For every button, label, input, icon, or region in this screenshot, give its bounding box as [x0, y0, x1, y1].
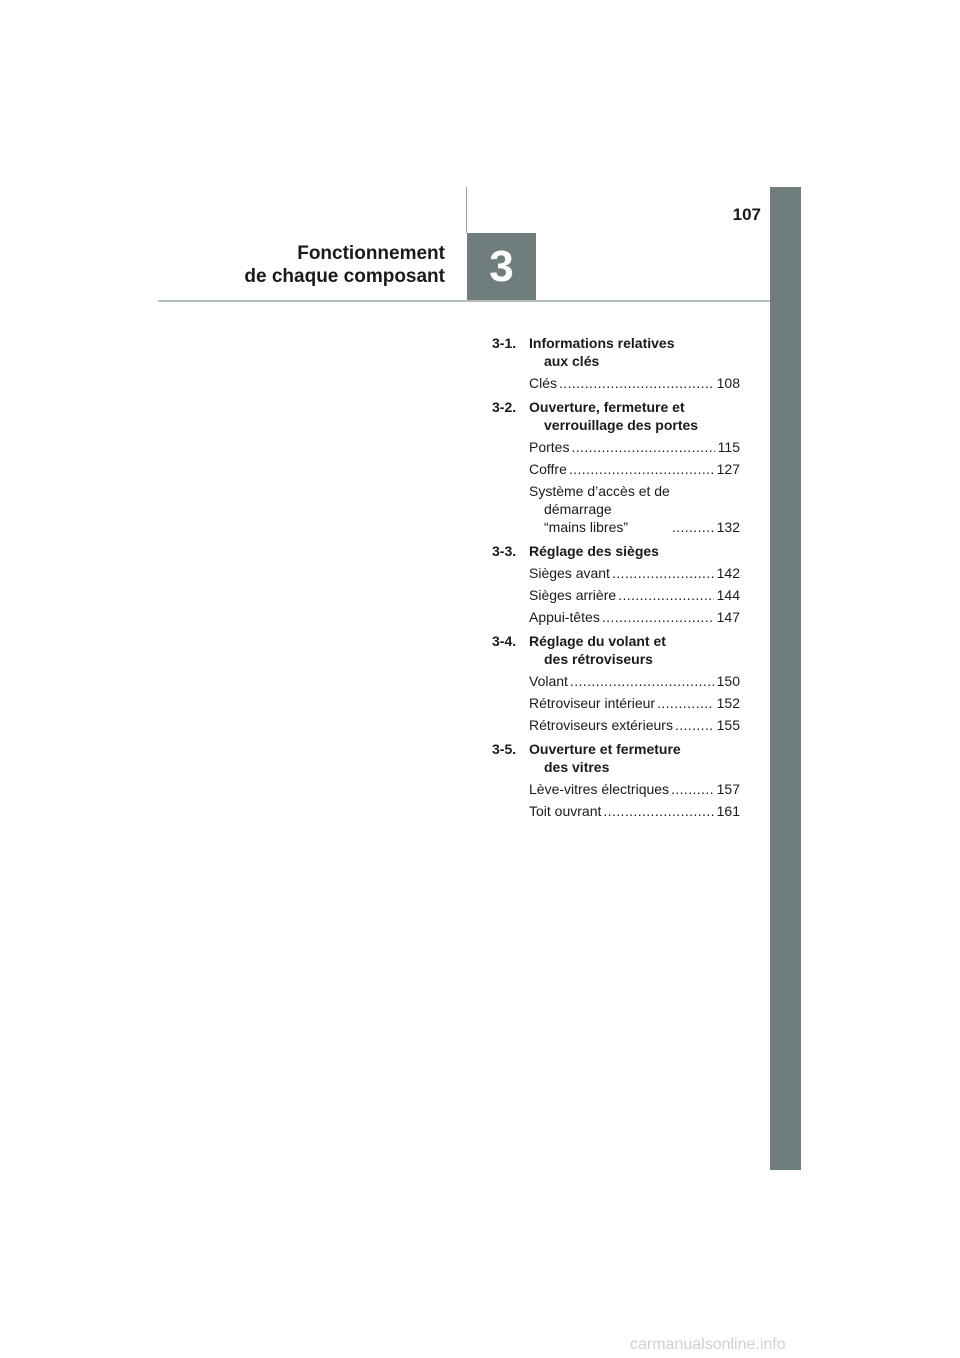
- section-number: 3-1.: [492, 335, 517, 351]
- toc-section: [492, 398, 740, 536]
- toc-entry[interactable]: [529, 716, 740, 734]
- section-number: 3-2.: [492, 399, 517, 415]
- dot-leader: [612, 564, 714, 582]
- dot-leader: [571, 438, 714, 456]
- section-number: 3-4.: [492, 633, 517, 649]
- entry-page: 147: [716, 609, 740, 625]
- entry-page: 144: [716, 587, 740, 603]
- entry-label: Rétroviseurs extérieurs: [529, 717, 673, 733]
- chapter-title-line1: Fonctionnement: [297, 243, 445, 264]
- toc-entry[interactable]: [529, 374, 740, 392]
- dot-leader: [603, 802, 713, 820]
- entry-page: 157: [716, 781, 740, 797]
- toc-section: [492, 334, 740, 392]
- page-number: 107: [732, 205, 761, 224]
- entry-page: 152: [716, 695, 740, 711]
- toc-entry[interactable]: [529, 802, 740, 820]
- entry-label: Lève-vitres électriques: [529, 781, 670, 797]
- watermark: carmanualsonline.info: [630, 1336, 786, 1353]
- dot-leader: [602, 608, 714, 626]
- dot-leader: [672, 518, 714, 536]
- entry-label: Système d’accès et de démarrage “mains libres”: [529, 483, 670, 535]
- dot-leader: [675, 716, 714, 734]
- section-title: Ouverture et fermeture des vitres: [529, 741, 681, 775]
- entry-label: Rétroviseur intérieur: [529, 695, 656, 711]
- entry-label: Coffre: [529, 461, 567, 477]
- entry-label: Sièges avant: [529, 565, 610, 581]
- entry-label: Clés: [529, 375, 558, 391]
- entry-page: 142: [716, 565, 740, 581]
- chapter-side-tab: [770, 187, 801, 1170]
- toc-entry[interactable]: [529, 694, 740, 712]
- toc-entry[interactable]: [529, 586, 740, 604]
- table-of-contents: [492, 334, 740, 820]
- entry-label: Sièges arrière: [529, 587, 617, 603]
- entry-label: Volant: [529, 673, 568, 689]
- toc-section: [492, 740, 740, 820]
- section-title: Réglage du volant et des rétroviseurs: [529, 633, 666, 667]
- header-vertical-rule: [466, 187, 467, 233]
- dot-leader: [618, 586, 713, 604]
- dot-leader: [570, 672, 714, 690]
- section-title: Informations relatives aux clés: [529, 335, 675, 369]
- dot-leader: [671, 780, 714, 798]
- entry-page: 150: [716, 673, 740, 689]
- toc-entry[interactable]: [529, 438, 740, 456]
- entry-page: 127: [716, 461, 740, 477]
- toc-entry[interactable]: [529, 482, 740, 536]
- dot-leader: [569, 460, 714, 478]
- section-title: Ouverture, fermeture et verrouillage des portes: [529, 399, 699, 433]
- entry-label: Toit ouvrant: [529, 803, 602, 819]
- chapter-title: [244, 242, 445, 288]
- toc-entry[interactable]: [529, 672, 740, 690]
- toc-entry[interactable]: [529, 780, 740, 798]
- chapter-title-line2: de chaque composant: [244, 266, 445, 287]
- entry-page: 115: [717, 439, 740, 455]
- entry-label: Portes: [529, 439, 570, 455]
- entry-page: 132: [716, 519, 740, 535]
- header-horizontal-rule: [158, 300, 770, 302]
- toc-entry[interactable]: [529, 564, 740, 582]
- section-number: 3-3.: [492, 543, 517, 559]
- entry-page: 161: [716, 803, 740, 819]
- entry-label: Appui-têtes: [529, 609, 600, 625]
- toc-entry[interactable]: [529, 460, 740, 478]
- dot-leader: [559, 374, 714, 392]
- toc-entry[interactable]: [529, 608, 740, 626]
- entry-page: 155: [716, 717, 740, 733]
- toc-section: [492, 632, 740, 734]
- section-number: 3-5.: [492, 741, 517, 757]
- chapter-number-box: 3: [467, 233, 536, 300]
- dot-leader: [657, 694, 714, 712]
- toc-section: [492, 542, 740, 626]
- section-title: Réglage des sièges: [529, 543, 659, 559]
- entry-page: 108: [716, 375, 740, 391]
